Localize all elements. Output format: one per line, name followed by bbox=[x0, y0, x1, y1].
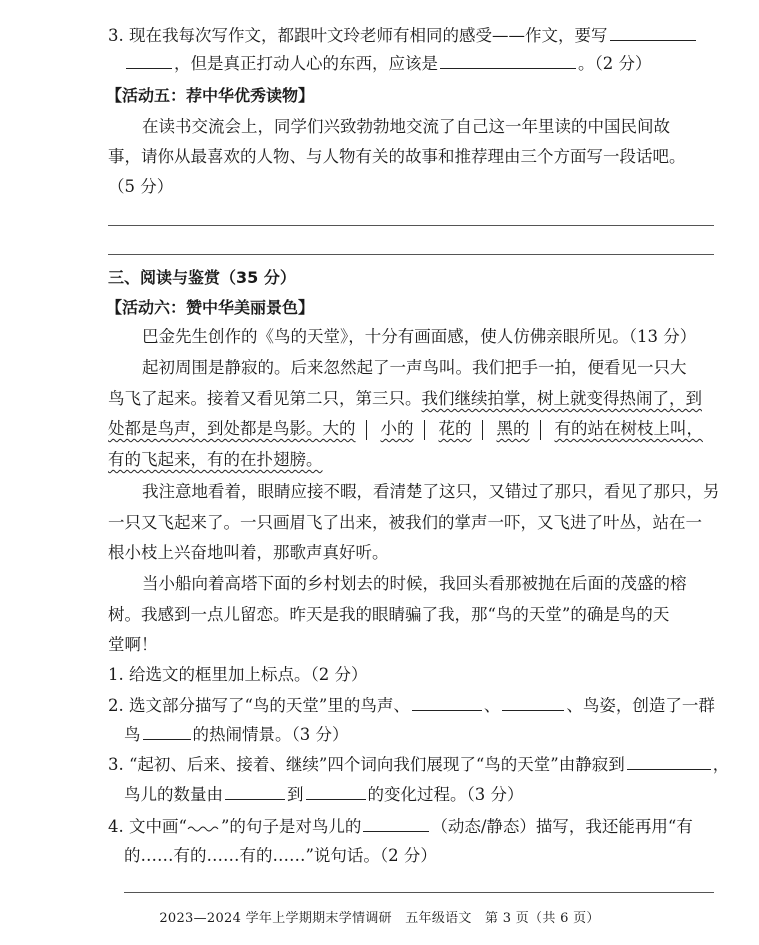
punctuation-box-1[interactable] bbox=[366, 420, 367, 440]
question-3-line2 bbox=[124, 783, 524, 806]
reading-intro: 巴金先生创作的《鸟的天堂》，十分有画面感，使人仿佛亲眼所见。（13 分） bbox=[142, 327, 697, 346]
question-2-line2 bbox=[124, 723, 349, 746]
question-2-line1 bbox=[108, 694, 715, 717]
passage-p1-line2-a: 鸟飞了起来。接着又看见第二只，第三只。 bbox=[108, 389, 422, 408]
answer-line-1[interactable] bbox=[108, 225, 714, 226]
q3b-blank-2[interactable] bbox=[225, 783, 285, 800]
q4-text-c: （动态/静态）描写，我还能再用“有 bbox=[431, 817, 693, 836]
q2-text-e: 的热闹情景。（3 分） bbox=[192, 725, 349, 744]
q2-blank-3[interactable] bbox=[143, 723, 191, 740]
q3-blank-1[interactable] bbox=[610, 24, 696, 41]
q2-text-a: 2. 选文部分描写了“鸟的天堂”里的鸟声、 bbox=[108, 696, 410, 715]
punctuation-box-2[interactable] bbox=[424, 420, 425, 440]
wavy-underlined-sentence-a: 我们继续拍掌，树上就变得热闹了，到 bbox=[421, 389, 702, 408]
activity5-para-line1: 在读书交流会上，同学们兴致勃勃地交流了自己这一年里读的中国民间故 bbox=[142, 117, 670, 136]
q3-line1 bbox=[108, 24, 698, 47]
wavy-text-flower: 花的 bbox=[438, 419, 472, 438]
q2-text-b: 、 bbox=[483, 696, 501, 715]
question-4-line1 bbox=[108, 815, 693, 838]
q3-text-c: 。（2 分） bbox=[578, 54, 652, 73]
q2-text-c: 、鸟姿，创造了一群 bbox=[566, 696, 715, 715]
question-4-line2: 的……有的……有的……”说句话。（2 分） bbox=[124, 846, 437, 865]
q4-text-a: 4. 文中画“ bbox=[108, 817, 187, 836]
q3b-blank-3[interactable] bbox=[306, 783, 366, 800]
passage-p3-line2: 树。我感到一点儿留恋。昨天是我的眼睛骗了我，那“鸟的天堂”的确是鸟的天 bbox=[108, 605, 670, 624]
answer-line-q4[interactable] bbox=[124, 892, 714, 893]
wavy-underlined-sentence-c: 有的飞起来，有的在扑翅膀。 bbox=[108, 450, 323, 469]
activity6-title: 【活动六：赞中华美丽景色】 bbox=[106, 298, 315, 317]
wavy-text-some-stand: 有的站在树枝上叫， bbox=[554, 419, 703, 438]
activity5-title: 【活动五：荐中华优秀读物】 bbox=[106, 86, 315, 105]
q3b-blank-1[interactable] bbox=[627, 753, 711, 770]
q3b-text-c: 鸟儿的数量由 bbox=[124, 785, 223, 804]
q3b-text-e: 的变化过程。（3 分） bbox=[367, 785, 524, 804]
question-1: 1. 给选文的框里加上标点。（2 分） bbox=[108, 665, 368, 684]
q3b-text-d: 到 bbox=[287, 785, 304, 804]
q4-text-b: ”的句子是对鸟儿的 bbox=[220, 817, 362, 836]
q3b-text-b: ， bbox=[712, 755, 730, 774]
q4-blank-1[interactable] bbox=[363, 815, 429, 832]
passage-p2-line2: 一只又飞起来了。一只画眉飞了出来，被我们的掌声一吓，又飞进了叶丛，站在一 bbox=[108, 513, 702, 532]
passage-p3-line3: 堂啊！ bbox=[108, 635, 158, 654]
q3-blank-2[interactable] bbox=[440, 52, 576, 69]
q3-text-b: ，但是真正打动人心的东西，应该是 bbox=[174, 54, 438, 73]
wavy-line-icon bbox=[187, 823, 221, 833]
wavy-underlined-sentence-b: 处都是鸟声，到处都是鸟影。大的 bbox=[108, 419, 356, 438]
q3-text-a: 3. 现在我每次写作文，都跟叶文玲老师有相同的感受——作文，要写 bbox=[108, 26, 608, 45]
answer-line-2[interactable] bbox=[108, 254, 714, 255]
activity5-para-line2: 事，请你从最喜欢的人物、与人物有关的故事和推荐理由三个方面写一段话吧。 bbox=[108, 147, 686, 166]
punctuation-box-3[interactable] bbox=[482, 420, 483, 440]
passage-p1-line1: 起初周围是静寂的。后来忽然起了一声鸟叫。我们把手一拍，便看见一只大 bbox=[142, 358, 687, 377]
question-3-line1 bbox=[108, 753, 729, 776]
wavy-text-small: 小的 bbox=[380, 419, 414, 438]
q2-blank-2[interactable] bbox=[502, 694, 564, 711]
passage-p2-line1: 我注意地看着，眼睛应接不暇，看清楚了这只，又错过了那只，看见了那只，另 bbox=[142, 482, 720, 501]
q3b-text-a: 3. “起初、后来、接着、继续”四个词向我们展现了“鸟的天堂”由静寂到 bbox=[108, 755, 625, 774]
passage-p1-line3 bbox=[108, 418, 703, 440]
wavy-text-black: 黑的 bbox=[496, 419, 530, 438]
section3-title: 三、阅读与鉴赏（35 分） bbox=[108, 268, 296, 287]
punctuation-box-4[interactable] bbox=[540, 420, 541, 440]
passage-p1-line2 bbox=[108, 388, 702, 410]
passage-p3-line1: 当小船向着高塔下面的乡村划去的时候，我回头看那被抛在后面的茂盛的榕 bbox=[142, 574, 687, 593]
q3-blank-1b[interactable] bbox=[126, 52, 172, 69]
q3-line2 bbox=[124, 52, 652, 75]
activity5-para-line3: （5 分） bbox=[108, 177, 174, 196]
passage-p1-line4 bbox=[108, 449, 323, 471]
q2-text-d: 鸟 bbox=[124, 725, 141, 744]
passage-p2-line3: 根小枝上兴奋地叫着，那歌声真好听。 bbox=[108, 543, 389, 562]
q2-blank-1[interactable] bbox=[412, 694, 482, 711]
page-footer: 2023—2024 学年上学期期末学情调研 五年级语文 第 3 页（共 6 页） bbox=[159, 911, 600, 926]
